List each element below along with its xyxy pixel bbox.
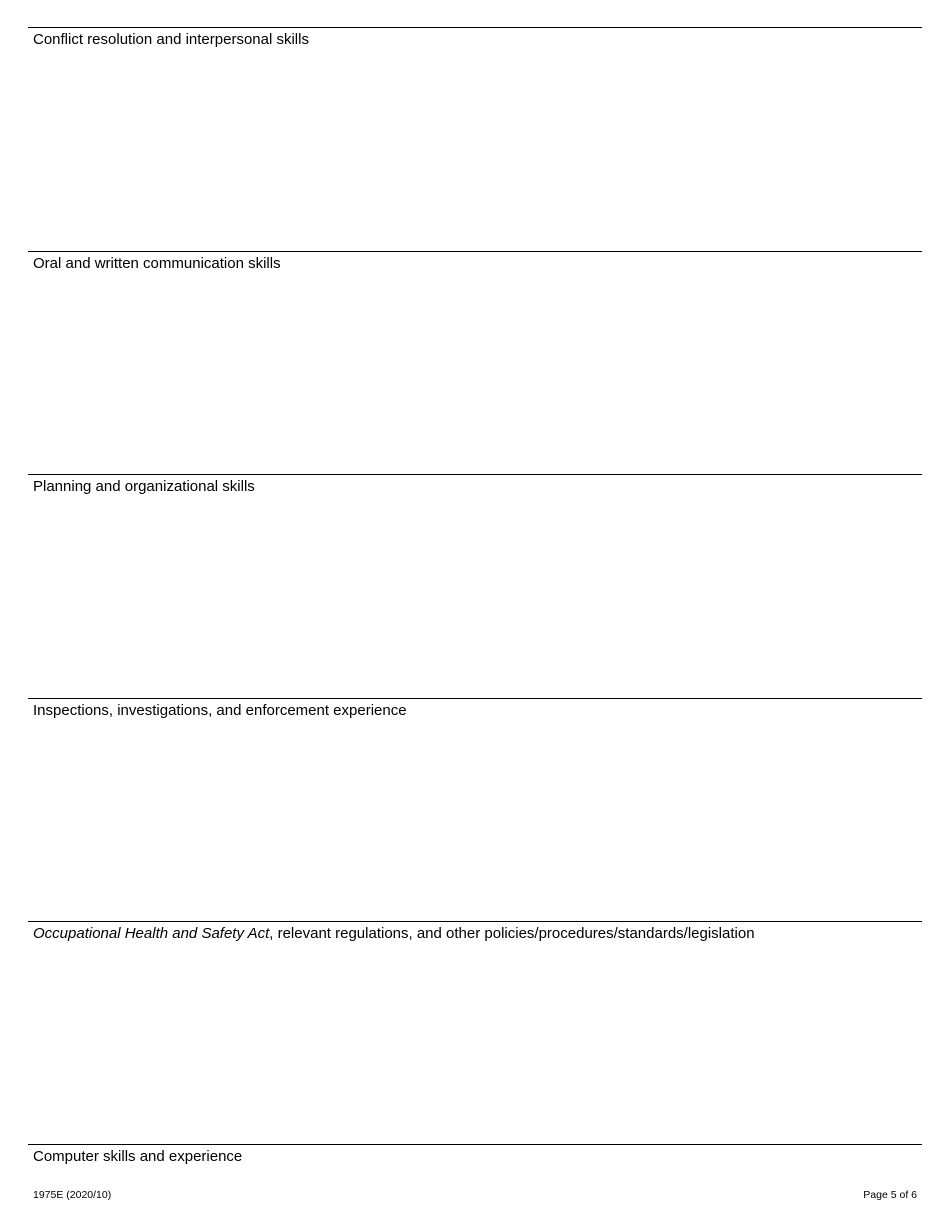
page-number: Page 5 of 6 bbox=[863, 1189, 917, 1201]
section-label: Oral and written communication skills bbox=[33, 255, 281, 272]
section-planning bbox=[28, 474, 922, 698]
act-title: Occupational Health and Safety Act bbox=[33, 925, 270, 942]
section-communication bbox=[28, 251, 922, 474]
section-label-rest: , relevant regulations, and other policies/procedures/standards/legislation bbox=[269, 925, 755, 942]
section-ohs-act bbox=[28, 921, 922, 1144]
section-label: Computer skills and experience bbox=[33, 1148, 243, 1165]
section-inspections bbox=[28, 698, 922, 921]
section-label: Conflict resolution and interpersonal skills bbox=[33, 31, 309, 48]
section-computer-skills bbox=[28, 1144, 922, 1184]
section-conflict-resolution bbox=[28, 27, 922, 251]
form-number: 1975E (2020/10) bbox=[33, 1189, 112, 1201]
section-label: Inspections, investigations, and enforcement experience bbox=[33, 702, 407, 719]
section-label: Planning and organizational skills bbox=[33, 478, 255, 495]
section-label bbox=[33, 925, 755, 943]
